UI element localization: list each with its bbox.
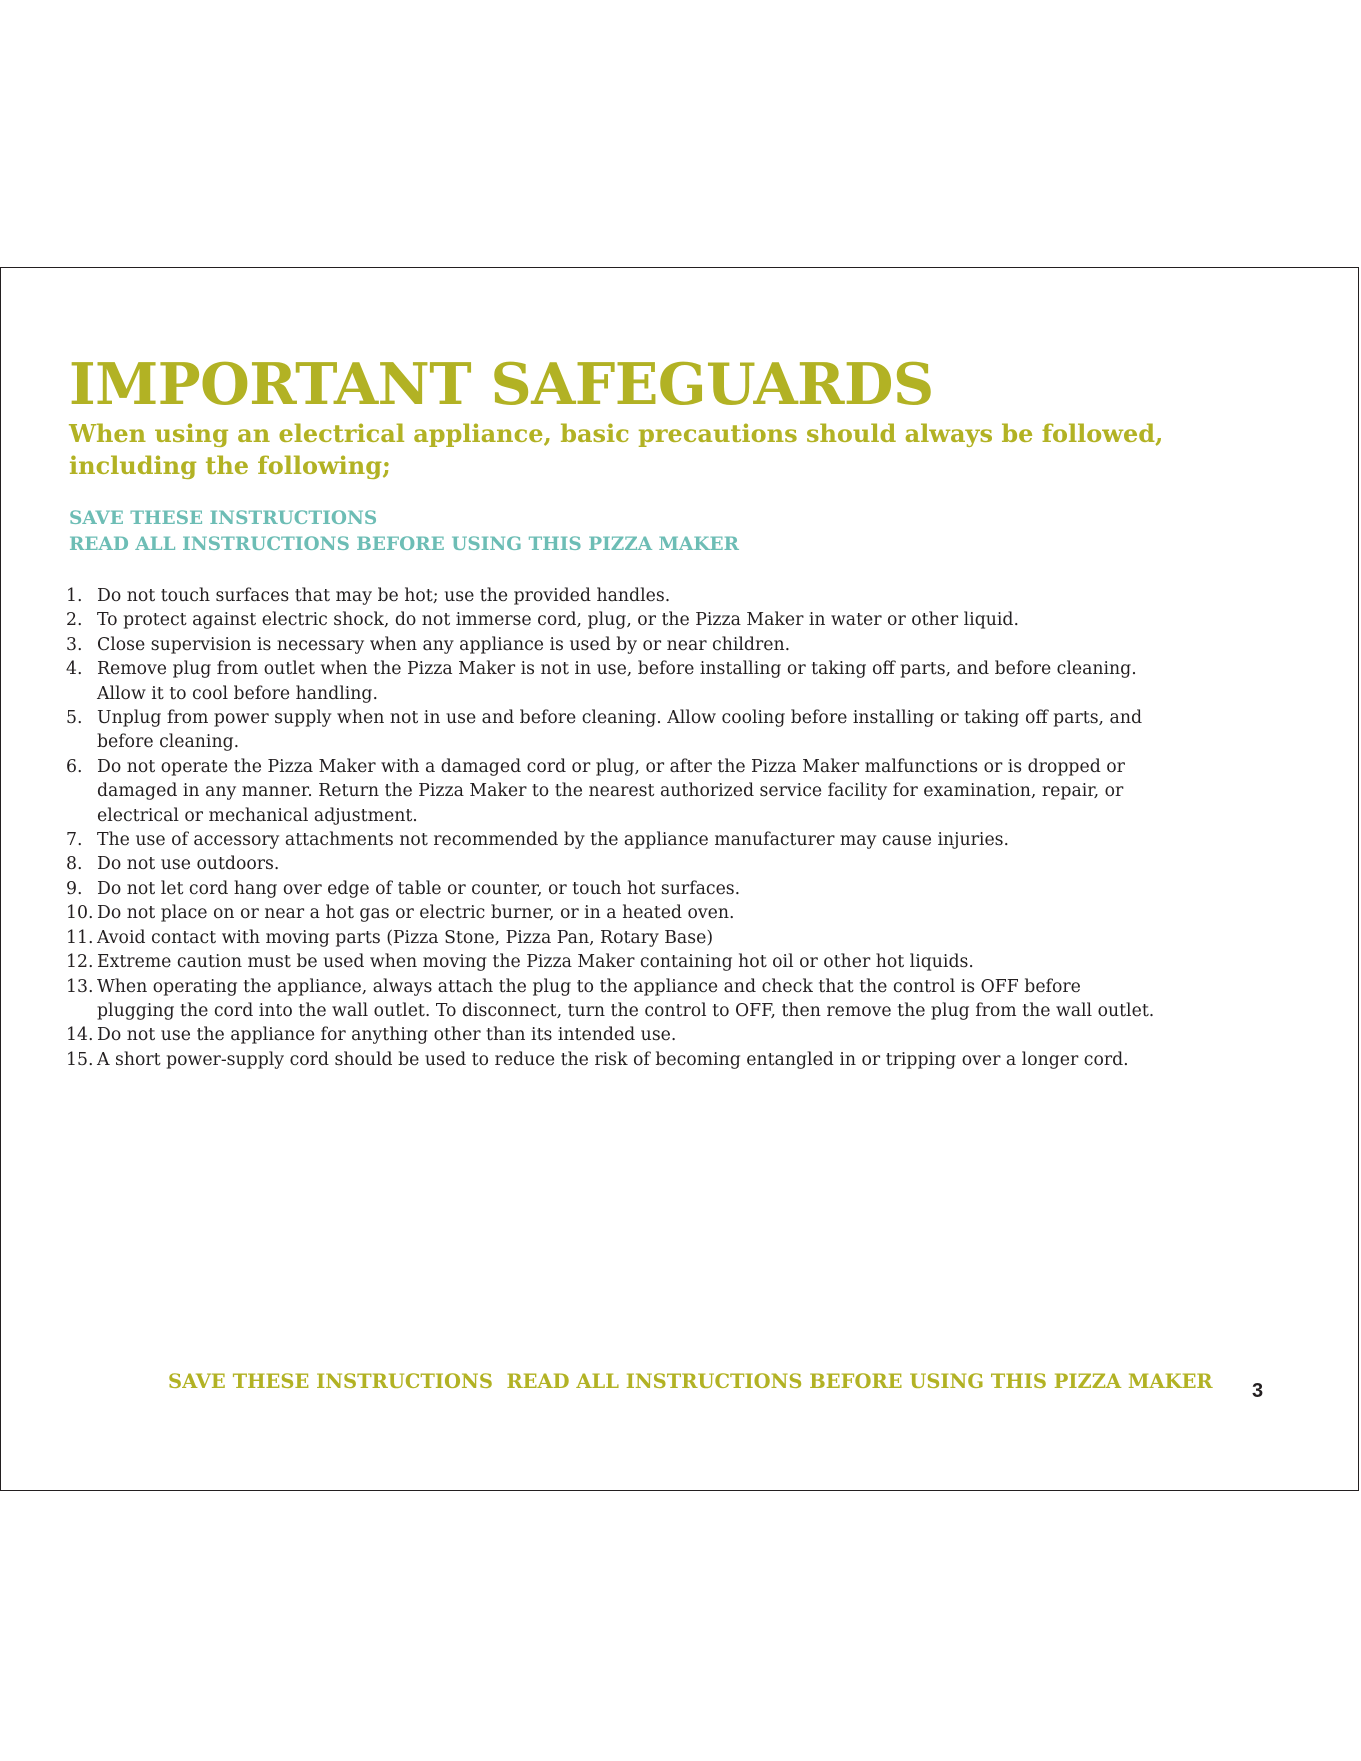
subtitle-line: When using an electrical appliance, basic precautions should always be followed, [69, 419, 1164, 448]
safeguard-item [66, 706, 1266, 755]
safeguard-text-line: When operating the appliance, always attach the plug to the appliance and check that the control is OFF before [97, 976, 1081, 997]
safeguard-number: 11. [66, 927, 94, 948]
safeguard-text-line: Remove plug from outlet when the Pizza Maker is not in use, before installing or taking off parts, and before cleaning. [97, 659, 1137, 680]
safeguard-item [66, 1048, 1266, 1072]
safeguard-text-line: Do not place on or near a hot gas or electric burner, or in a heated oven. [97, 903, 735, 924]
subtitle-line: including the following; [69, 451, 391, 480]
safeguard-number: 15. [66, 1049, 94, 1070]
safeguard-item [66, 1023, 1266, 1047]
safeguard-text-line: Do not use the appliance for anything other than its intended use. [97, 1025, 677, 1046]
safeguard-text-line: electrical or mechanical adjustment. [97, 805, 418, 826]
footer-note: SAVE THESE INSTRUCTIONS READ ALL INSTRUCTIONS BEFORE USING THIS PIZZA MAKER [168, 1370, 1213, 1393]
safeguard-text-line: Do not let cord hang over edge of table or counter, or touch hot surfaces. [97, 878, 741, 899]
safeguard-item [66, 828, 1266, 852]
safeguard-number: 9. [66, 878, 83, 899]
safeguard-item [66, 852, 1266, 876]
safeguard-number: 8. [66, 854, 83, 875]
safeguard-text [97, 950, 1266, 974]
safeguard-number: 4. [66, 659, 83, 680]
page-number: 3 [1252, 1380, 1264, 1402]
safeguard-item [66, 975, 1266, 1024]
save-instructions-notice: SAVE THESE INSTRUCTIONS [69, 508, 378, 529]
safeguard-text-line: Avoid contact with moving parts (Pizza Stone, Pizza Pan, Rotary Base) [97, 927, 714, 948]
safeguard-text-line: Close supervision is necessary when any appliance is used by or near children. [97, 634, 791, 655]
safeguard-text-line: Extreme caution must be used when moving the Pizza Maker containing hot oil or other hot liquids. [97, 952, 974, 973]
safeguard-list [66, 584, 1266, 1072]
safeguard-text [97, 706, 1266, 755]
safeguard-text [97, 852, 1266, 876]
safeguard-number: 10. [66, 903, 94, 924]
safeguard-text [97, 633, 1266, 657]
safeguard-item [66, 950, 1266, 974]
safeguard-item [66, 901, 1266, 925]
safeguard-text [97, 1023, 1266, 1047]
safeguard-text-line: damaged in any manner. Return the Pizza Maker to the nearest authorized service facility for examination, repair, or [97, 781, 1124, 802]
safeguard-text-line: The use of accessory attachments not recommended by the appliance manufacturer may cause injuries. [97, 830, 1010, 851]
safeguard-text-line: Do not touch surfaces that may be hot; use the provided handles. [97, 586, 671, 606]
safeguard-text-line: A short power-supply cord should be used to reduce the risk of becoming entangled in or tripping over a longer cord. [97, 1049, 1129, 1070]
safeguard-text [97, 657, 1266, 706]
safeguard-text [97, 584, 1266, 608]
safeguard-number: 3. [66, 634, 83, 655]
page-title: IMPORTANT SAFEGUARDS [69, 351, 934, 418]
safeguard-item [66, 926, 1266, 950]
safeguard-number: 5. [66, 708, 83, 729]
safeguard-text-line: Unplug from power supply when not in use and before cleaning. Allow cooling before installing or taking off parts, and [97, 708, 1143, 729]
safeguard-text [97, 926, 1266, 950]
safeguard-text-line: plugging the cord into the wall outlet. To disconnect, turn the control to OFF, then remove the plug from the wall outlet. [97, 1000, 1155, 1021]
safeguard-text [97, 755, 1266, 828]
safeguard-text [97, 975, 1266, 1024]
safeguard-item [66, 608, 1266, 632]
safeguard-text [97, 828, 1266, 852]
safeguard-item [66, 657, 1266, 706]
safeguard-number: 6. [66, 756, 83, 777]
safeguard-number: 13. [66, 976, 94, 997]
page-subtitle [69, 418, 1219, 482]
safeguard-text-line: before cleaning. [97, 732, 240, 753]
safeguard-text [97, 901, 1266, 925]
safeguard-number: 14. [66, 1025, 94, 1046]
safeguard-item [66, 755, 1266, 828]
safeguard-text-line: Allow it to cool before handling. [97, 683, 378, 704]
safeguard-text-line: Do not operate the Pizza Maker with a damaged cord or plug, or after the Pizza Maker malfunctions or is dropped or [97, 756, 1125, 777]
safeguard-number: 12. [66, 952, 94, 973]
safeguard-item [66, 584, 1266, 608]
read-instructions-notice: READ ALL INSTRUCTIONS BEFORE USING THIS PIZZA MAKER [69, 534, 739, 555]
safeguard-number: 1. [66, 586, 83, 606]
safeguard-item [66, 877, 1266, 901]
safeguard-text [97, 877, 1266, 901]
safeguard-text-line: Do not use outdoors. [97, 854, 280, 875]
safeguard-number: 7. [66, 830, 83, 851]
safeguard-text [97, 1048, 1266, 1072]
safeguard-text-line: To protect against electric shock, do not immerse cord, plug, or the Pizza Maker in water or other liquid. [97, 610, 1019, 631]
safeguard-number: 2. [66, 610, 83, 631]
safeguard-text [97, 608, 1266, 632]
safeguard-item [66, 633, 1266, 657]
